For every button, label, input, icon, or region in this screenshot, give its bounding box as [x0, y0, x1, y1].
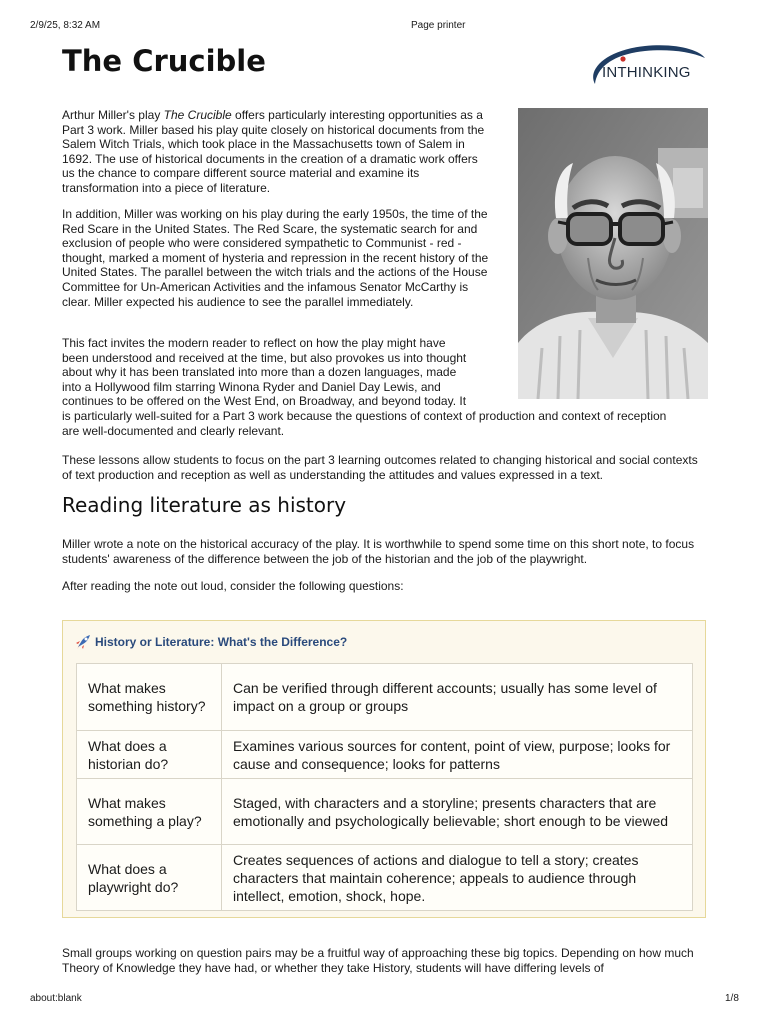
- inthinking-logo[interactable]: [585, 42, 710, 90]
- question-box: [62, 620, 706, 918]
- play-title-italic: The Crucible: [163, 108, 232, 122]
- intro-paragraph-3: This fact invites the modern reader to reflect on how the play might have been understood and received at the time, but also provokes us into thought about why it has been translated into more than a dozen languages, made into a Hollywood film starring Winona Ryder and Daniel Day Lewis, and continues to be offered on the West End, on Broadway, and beyond today. It is particularly well-suited for a Part 3 work because the questions of context of production and context of reception are well-documented and clearly relevant.: [62, 336, 667, 438]
- answer-cell: Can be verified through different accounts; usually has some level of impact on a group or groups: [222, 664, 693, 731]
- section-paragraph-1: Miller wrote a note on the historical accuracy of the play. It is worthwhile to spend some time on this short note, to focus students' awareness of the difference between the job of the historian and the job of the playwright.: [62, 537, 695, 566]
- answer-cell: Staged, with characters and a storyline; presents characters that are emotionally and psychologically believable; short enough to be viewed: [222, 779, 693, 845]
- question-cell: What makes something history?: [77, 664, 222, 731]
- question-cell: What does a playwright do?: [77, 845, 222, 911]
- table-row: [77, 779, 693, 845]
- logo-text: INTHINKING: [602, 64, 691, 81]
- print-header-title: Page printer: [411, 20, 466, 31]
- answer-cell: Creates sequences of actions and dialogue to tell a story; creates characters that maintain coherence; appeals to audience through intellect, emotion, shock, hope.: [222, 845, 693, 911]
- table-row: [77, 664, 693, 731]
- print-header-datetime: 2/9/25, 8:32 AM: [30, 20, 101, 31]
- print-footer-url: about:blank: [30, 993, 82, 1004]
- section-paragraph-2: After reading the note out loud, consider the following questions:: [62, 579, 404, 593]
- question-box-title: [75, 634, 347, 650]
- answer-cell: Examines various sources for content, point of view, purpose; looks for cause and consequence; looks for patterns: [222, 731, 693, 779]
- section-heading: Reading literature as history: [62, 493, 347, 517]
- intro-paragraph-1: Arthur Miller's play The Crucible offers particularly interesting opportunities as a Part 3 work. Miller based his play quite closely on historical documents from the Salem Witch Trials, which took place in the Massachusetts town of Salem in 1692. The use of historical documents in the creation of a dramatic work offers us the chance to compare different source material and examine its transformation into a piece of literature.: [62, 108, 485, 195]
- table-row: [77, 845, 693, 911]
- question-table: [76, 663, 693, 911]
- table-row: [77, 731, 693, 779]
- question-box-title-text: History or Literature: What's the Difference?: [95, 635, 348, 649]
- intro-paragraph-2: In addition, Miller was working on his play during the early 1950s, the time of the Red Scare in the United States. The Red Scare, the systematic search for and exclusion of people who were considered sympathetic to Communist - red - thought, marked a moment of hysteria and repression in the recent history of the United States. The parallel between the witch trials and the actions of the House Committee for Un-American Activities and the infamous Senator McCarthy is clear. Miller expected his audience to see the parallel immediately.: [62, 207, 489, 309]
- page-title: The Crucible: [62, 44, 266, 78]
- print-footer-page-number: 1/8: [725, 993, 739, 1004]
- question-cell: What makes something a play?: [77, 779, 222, 845]
- intro-paragraph-4: These lessons allow students to focus on the part 3 learning outcomes related to changing historical and social contexts of text production and reception as well as understanding the attitudes and values expressed in a text.: [62, 453, 698, 482]
- question-cell: What does a historian do?: [77, 731, 222, 779]
- rocket-icon: [75, 634, 92, 650]
- closing-paragraph: Small groups working on question pairs may be a fruitful way of approaching these big topics. Depending on how much Theory of Knowledge they have had, or whether they take History, students will have differing levels of: [62, 946, 694, 975]
